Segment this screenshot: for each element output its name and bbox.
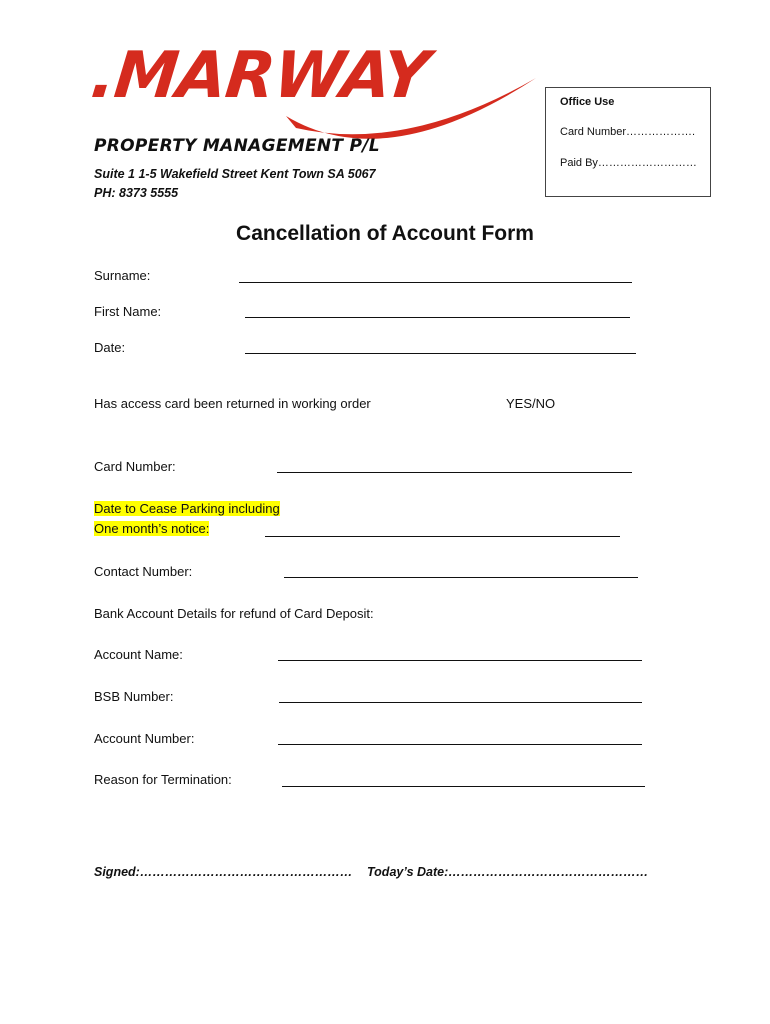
card-number-label: Card Number:: [94, 459, 176, 474]
access-card-answer[interactable]: YES/NO: [506, 396, 556, 411]
company-logo-wordmark: .MARWAY: [87, 39, 432, 113]
form-title: Cancellation of Account Form: [236, 222, 534, 245]
bsb-number-field[interactable]: [279, 702, 642, 703]
account-number-field[interactable]: [278, 744, 642, 745]
surname-label: Surname:: [94, 268, 151, 283]
reason-label: Reason for Termination:: [94, 772, 232, 787]
cease-parking-label-line1: Date to Cease Parking including: [94, 501, 280, 516]
signed-field[interactable]: Signed:……………………………………………: [94, 865, 353, 879]
bank-details-heading: Bank Account Details for refund of Card Deposit:: [94, 606, 374, 621]
surname-field[interactable]: [239, 282, 632, 283]
cease-parking-label-line2: One month’s notice:: [94, 521, 210, 536]
company-logo-subtitle: PROPERTY MANAGEMENT P/L: [94, 136, 380, 156]
card-number-field[interactable]: [277, 472, 632, 473]
access-card-question: Has access card been returned in working order: [94, 396, 371, 411]
contact-number-field[interactable]: [284, 577, 638, 578]
company-phone: PH: 8373 5555: [94, 186, 179, 200]
contact-number-label: Contact Number:: [94, 564, 193, 579]
office-use-box: [545, 87, 711, 197]
account-name-field[interactable]: [278, 660, 642, 661]
date-label: Date:: [94, 340, 126, 355]
office-paid-by: Paid By………………………: [560, 157, 697, 169]
todays-date-field[interactable]: Today’s Date:…………………………………………: [367, 865, 649, 879]
account-name-label: Account Name:: [94, 647, 183, 662]
office-use-title: Office Use: [560, 96, 615, 108]
company-address: Suite 1 1-5 Wakefield Street Kent Town SA 5067: [94, 167, 376, 181]
reason-field[interactable]: [282, 786, 645, 787]
date-field[interactable]: [245, 353, 636, 354]
bsb-number-label: BSB Number:: [94, 689, 174, 704]
cease-parking-field[interactable]: [265, 536, 620, 537]
account-number-label: Account Number:: [94, 731, 195, 746]
office-card-number: Card Number……………….: [560, 126, 696, 138]
first-name-field[interactable]: [245, 317, 630, 318]
first-name-label: First Name:: [94, 304, 162, 319]
